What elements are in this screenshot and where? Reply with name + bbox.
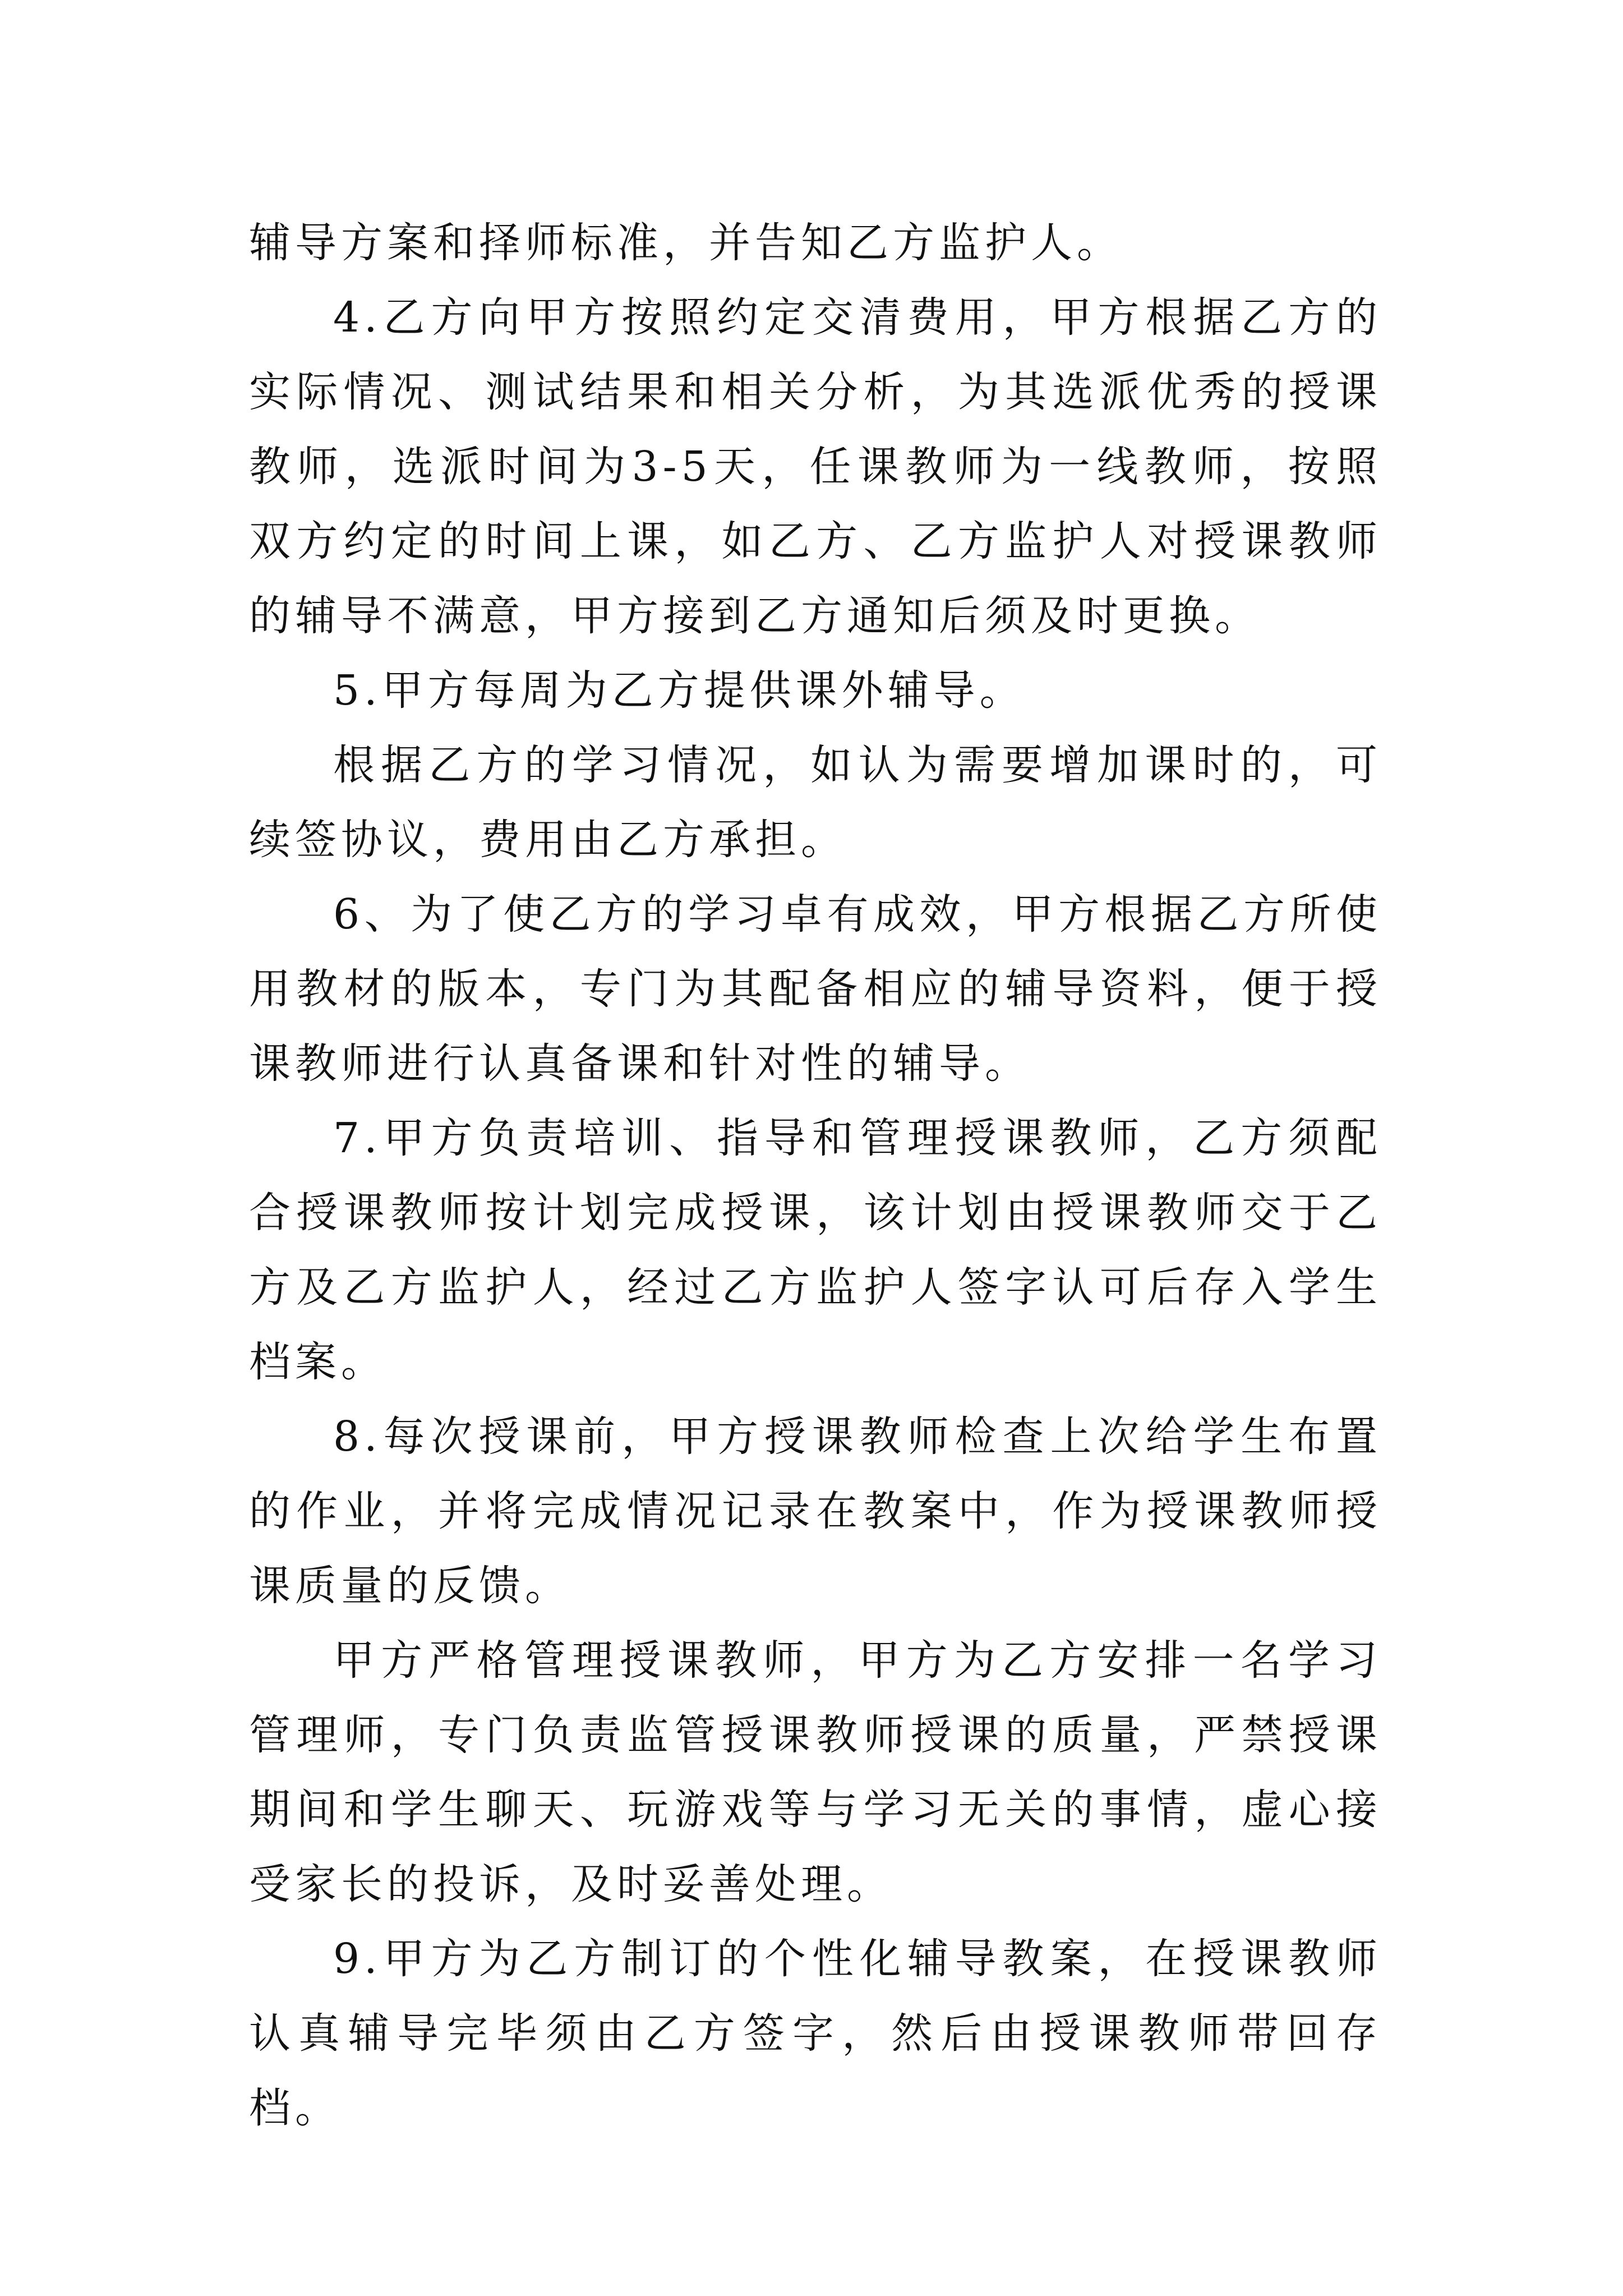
document-body: [249, 206, 1382, 2146]
paragraph-continuation: 辅导方案和择师标准，并告知乙方监护人。: [249, 219, 1123, 267]
paragraph-item-5-note: 根据乙方的学习情况，如认为需要增加课时的，可续签协议，费用由乙方承担。: [249, 741, 1382, 864]
paragraph-item-5: 5.甲方每周为乙方提供课外辅导。: [333, 666, 1026, 715]
paragraph-item-8: 8.每次授课前，甲方授课教师检查上次给学生布置的作业，并将完成情况记录在教案中，作为授课教师授课质量的反馈。: [249, 1412, 1382, 1610]
paragraph-item-4: 4.乙方向甲方按照约定交清费用，甲方根据乙方的实际情况、测试结果和相关分析，为其选派优秀的授课教师，选派时间为3-5天，任课教师为一线教师，按照双方约定的时间上课，如乙方、乙方监护人对授课教师的辅导不满意，甲方接到乙方通知后须及时更换。: [249, 293, 1382, 640]
paragraph-item-9: 9.甲方为乙方制订的个性化辅导教案，在授课教师认真辅导完毕须由乙方签字，然后由授课教师带回存档。: [249, 1935, 1382, 2132]
paragraph-item-7: 7.甲方负责培训、指导和管理授课教师，乙方须配合授课教师按计划完成授课，该计划由授课教师交于乙方及乙方监护人，经过乙方监护人签字认可后存入学生档案。: [249, 1114, 1382, 1386]
paragraph-item-6: 6、为了使乙方的学习卓有成效，甲方根据乙方所使用教材的版本，专门为其配备相应的辅导资料，便于授课教师进行认真备课和针对性的辅导。: [249, 890, 1382, 1088]
paragraph-item-8-note: 甲方严格管理授课教师，甲方为乙方安排一名学习管理师，专门负责监管授课教师授课的质量，严禁授课期间和学生聊天、玩游戏等与学习无关的事情，虚心接受家长的投诉，及时妥善处理。: [249, 1636, 1382, 1908]
